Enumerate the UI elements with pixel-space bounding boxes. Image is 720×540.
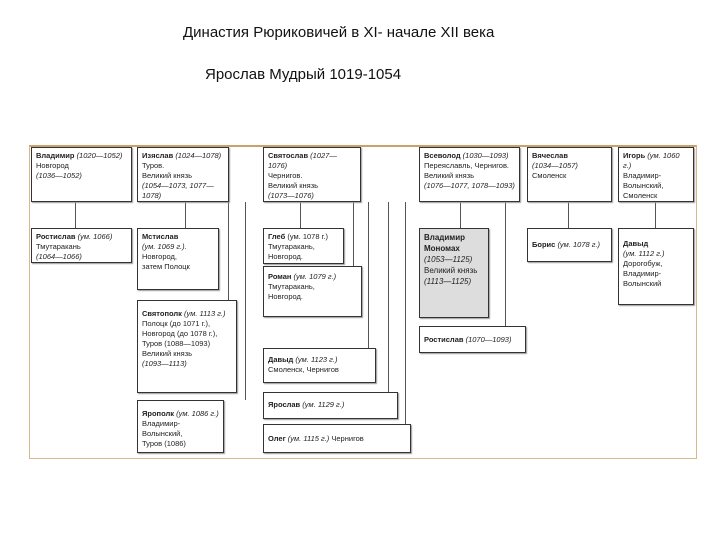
person-info: Чернигов <box>331 434 364 443</box>
box-vsevolod <box>419 147 520 202</box>
connector-line <box>353 202 354 266</box>
person-info: (1093—1113) <box>142 359 187 368</box>
person-dates: (ум. 1060 г.) <box>623 151 680 170</box>
box-svyatopolk <box>137 300 237 393</box>
box-vyacheslav <box>527 147 612 202</box>
person-info: Туров. <box>142 161 165 170</box>
person-info: Полоцк (до 1071 г.), <box>142 319 211 328</box>
person-name: Давыд <box>268 355 294 364</box>
person-info: Владимир-Волынский, <box>142 419 183 438</box>
person-info: Великий князь <box>142 349 193 358</box>
person-info: Владимир- <box>623 269 662 278</box>
person-dates: (ум. 1129 г.) <box>302 400 345 409</box>
connector-line <box>185 202 186 228</box>
box-yaroslav <box>263 392 398 419</box>
person-name: Мономах <box>424 244 460 253</box>
connector-line <box>368 202 369 348</box>
person-info: Новгород. <box>268 252 303 261</box>
person-dates: (1034—1057) <box>532 161 578 170</box>
box-gleb <box>263 228 344 264</box>
person-dates: (1024—1078) <box>175 151 222 160</box>
person-dates: (ум. 1078 г.) <box>557 240 601 249</box>
page-subtitle: Ярослав Мудрый 1019-1054 <box>205 66 402 83</box>
person-info: (1076—1077, 1078—1093) <box>424 181 515 190</box>
connector-line <box>405 202 406 424</box>
person-name: Святополк <box>142 309 182 318</box>
box-vladimir <box>31 147 132 202</box>
box-mstislav <box>137 228 219 290</box>
box-yaropolk <box>137 400 224 453</box>
person-dates: (ум. 1113 г.) <box>184 309 226 318</box>
connector-line <box>388 202 389 392</box>
person-name: Всеволод <box>424 151 461 160</box>
person-name: Роман <box>268 272 292 281</box>
person-info: Новгород <box>36 161 69 170</box>
person-info: (1064—1066) <box>36 252 82 261</box>
connector-line <box>655 202 656 228</box>
person-info: Великий князь <box>142 171 193 180</box>
person-info: Новгород. <box>268 292 303 301</box>
box-roman <box>263 266 362 317</box>
person-info: Великий князь <box>424 171 475 180</box>
connector-line <box>300 202 301 228</box>
person-info: Переяславль, Чернигов. <box>424 161 510 170</box>
person-dates: (ум. 1078 г.) <box>287 232 329 241</box>
connector-line <box>75 202 76 228</box>
person-info: Дорогобуж, <box>623 259 663 268</box>
person-name: Борис <box>532 240 556 249</box>
person-name: Ростислав <box>424 335 464 344</box>
box-svyatoslav <box>263 147 361 202</box>
person-info: (1073—1076) <box>268 191 314 200</box>
person-info: Великий князь <box>424 266 478 275</box>
person-name: Давыд <box>623 239 649 248</box>
person-dates: (ум. 1086 г.) <box>176 409 219 418</box>
person-dates: (ум. 1066) <box>77 232 113 241</box>
box-rostislav <box>31 228 132 263</box>
person-dates: (ум. 1115 г.) <box>287 434 330 443</box>
person-dates: (1030—1093) <box>462 151 509 160</box>
connector-line <box>245 202 246 400</box>
person-name: Олег <box>268 434 286 443</box>
person-info: Новгород (до 1078 г.), <box>142 329 218 338</box>
person-dates: (1027—1076) <box>268 151 337 170</box>
person-info: Чернигов. <box>268 171 303 180</box>
box-oleg <box>263 424 411 453</box>
connector-line <box>460 202 461 228</box>
person-info: Смоленск, Чернигов <box>268 365 339 374</box>
person-name: Ростислав <box>36 232 76 241</box>
box-rostislav-vsevolodovich <box>419 326 526 353</box>
person-info: Туров (1086) <box>142 439 186 448</box>
person-info: Великий князь <box>268 181 319 190</box>
person-dates: (1020—1052) <box>76 151 123 160</box>
box-igor <box>618 147 694 202</box>
person-name: Вячеслав <box>532 151 568 160</box>
person-name: Ярополк <box>142 409 174 418</box>
person-info: Тмутаракань, <box>268 242 315 251</box>
person-info: Волынский <box>623 279 662 288</box>
person-dates: (ум. 1112 г.) <box>623 249 665 258</box>
connector-line <box>568 202 569 228</box>
person-name: Мстислав <box>142 232 179 241</box>
person-info: Смоленск <box>532 171 567 180</box>
person-info: Туров (1088—1093) <box>142 339 211 348</box>
connector-line <box>505 202 506 326</box>
person-name: Игорь <box>623 151 646 160</box>
person-info: Новгород, <box>142 252 177 261</box>
box-davyd-igorevich <box>618 228 694 305</box>
person-info: Волынский, <box>623 181 664 190</box>
person-info: Тмутаракань <box>36 242 81 251</box>
person-dates: (ум. 1079 г.) <box>293 272 337 281</box>
person-dates: (ум. 1123 г.) <box>295 355 338 364</box>
person-name: Глеб <box>268 232 286 241</box>
person-info: Смоленск <box>623 191 658 200</box>
box-boris <box>527 228 612 262</box>
person-name: Изяслав <box>142 151 174 160</box>
box-izyaslav <box>137 147 229 202</box>
person-name: Владимир <box>36 151 75 160</box>
box-vladimir-monomakh <box>419 228 489 318</box>
page-title: Династия Рюриковичей в XI- начале XII века <box>183 24 495 41</box>
box-davyd-svyatoslavich <box>263 348 376 383</box>
connector-line <box>228 202 229 302</box>
person-info: Владимир- <box>623 171 662 180</box>
person-name: Святослав <box>268 151 309 160</box>
person-dates: (1053—1125) <box>424 255 473 264</box>
person-name: Владимир <box>424 233 466 242</box>
person-info: (1036—1052) <box>36 171 82 180</box>
person-dates: (1070—1093) <box>465 335 512 344</box>
person-name: Ярослав <box>268 400 301 409</box>
person-info: затем Полоцк <box>142 262 190 271</box>
person-info: Тмутаракань, <box>268 282 315 291</box>
person-info: (1113—1125) <box>424 277 472 286</box>
person-dates: (ум. 1069 г.). <box>142 242 187 251</box>
person-info: (1054—1073, 1077—1078) <box>142 181 214 200</box>
